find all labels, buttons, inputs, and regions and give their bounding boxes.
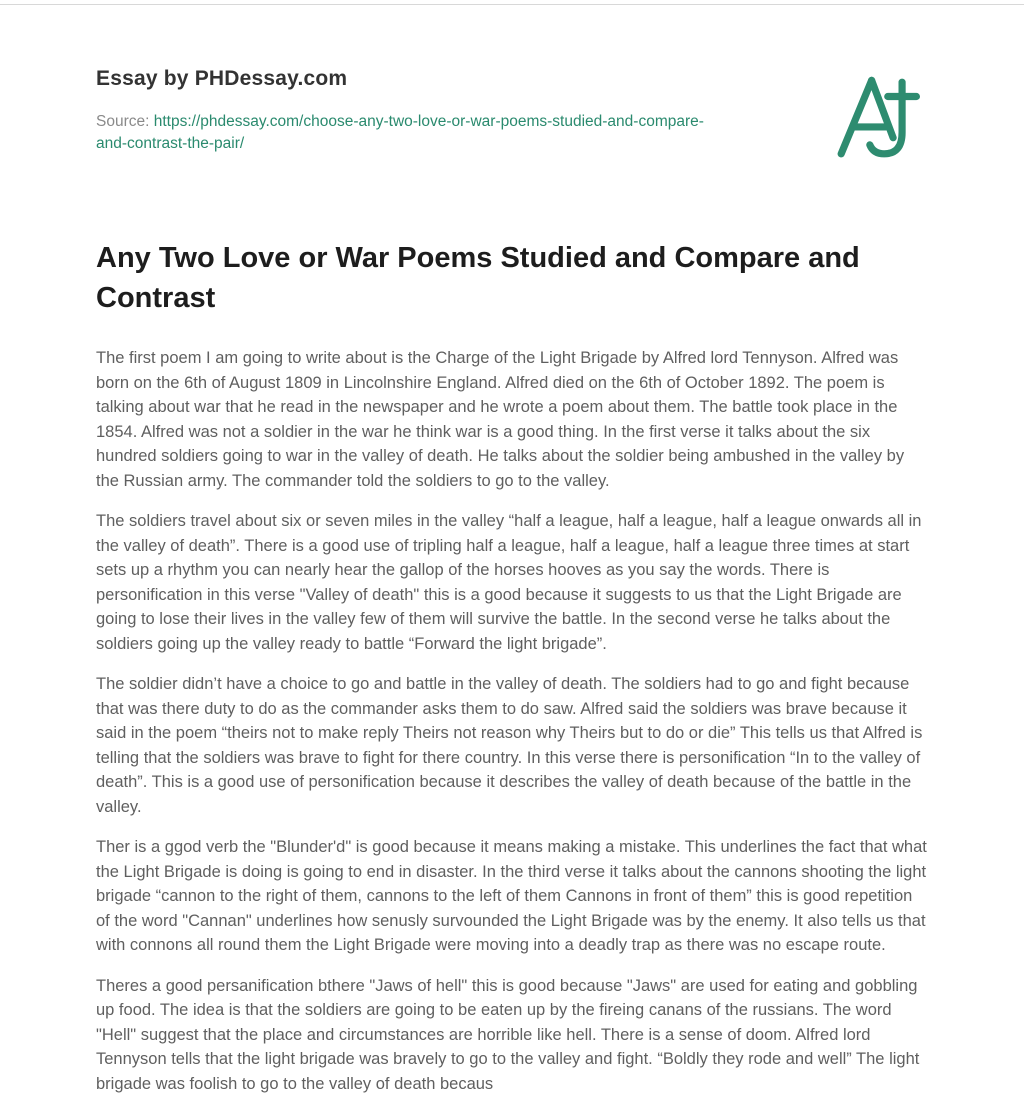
header [96,67,928,166]
essay-paragraph: Theres a good persanification bthere "Jaws of hell" this is good because "Jaws" are used for eating and gobbling up food. The idea is that the soldiers are going to be eaten up by the fireing canans of the russians. The word "Hell" suggest that the place and circumstances are horrible like hell. There is a sense of doom. Alfred lord Tennyson tells that the light brigade was bravely to go to the valley and fight. “Boldly they rode and well” The light brigade was foolish to go to the valley of death becaus [96,976,920,1093]
essay-title: Any Two Love or War Poems Studied and Compare and Contrast [96,242,860,315]
byline: Essay by PHDessay.com [96,67,348,90]
header-text-block [96,67,706,156]
essay-paragraph: The soldiers travel about six or seven miles in the valley “half a league, half a league, half a league onwards all in the valley of death”. There is a good use of tripling half a league, half a league, half a league three times at start sets up a rhythm you can nearly hear the gallop of the horses hooves as you say the words. There is personification in this verse "Valley of death" this is a good because it suggests to us that the Light Brigade are going to lose their lives in the valley few of them will survive the battle. In the second verse he talks about the soldiers going up the valley ready to battle “Forward the light brigade”. [96,512,922,653]
source-link[interactable]: https://phdessay.com/choose-any-two-love-or-war-poems-studied-and-compare-and-contrast-the-pair/ [96,113,704,153]
essay-paragraph: The soldier didn’t have a choice to go and battle in the valley of death. The soldiers had to go and fight because that was there duty to do as the commander asks them to do saw. Alfred said the soldiers was brave because it said in the poem “theirs not to make reply Theirs not reason why Theirs but to do or die” This tells us that Alfred is telling that the soldiers was brave to fight for there country. In this verse there is personification “In to the valley of death”. This is a good use of personification because it describes the valley of death because of the battle in the valley. [96,675,923,816]
phdessay-logo-icon [834,75,920,166]
essay-paragraph: Ther is a ggod verb the "Blunder'd" is good because it means making a mistake. This underlines the fact that what the Light Brigade is doing is going to end in disaster. In the third verse it talks about the cannons shooting the light brigade “cannon to the right of them, cannons to the left of them Cannons in front of them” this is good repetition of the word "Cannan" underlines how senusly survounded the Light Brigade was by the enemy. It also tells us that with connons all round them the Light Brigade were moving into a deadly trap as there was no escape route. [96,838,927,955]
essay-body [96,346,928,1100]
source-label: Source: [96,113,150,130]
page-content [0,67,1024,1100]
source-line [96,111,706,156]
page-top-border [0,0,1024,5]
essay-paragraph: The first poem I am going to write about is the Charge of the Light Brigade by Alfred lord Tennyson. Alfred was born on the 6th of August 1809 in Lincolnshire England. Alfred died on the 6th of October 1892. The poem is talking about war that he read in the newspaper and he wrote a poem about them. The battle took place in the 1854. Alfred was not a soldier in the war he think war is a good thing. In the first verse it talks about the six hundred soldiers going to war in the valley of death. He talks about the soldier being ambushed in the valley by the Russian army. The commander told the soldiers to go to the valley. [96,349,905,490]
